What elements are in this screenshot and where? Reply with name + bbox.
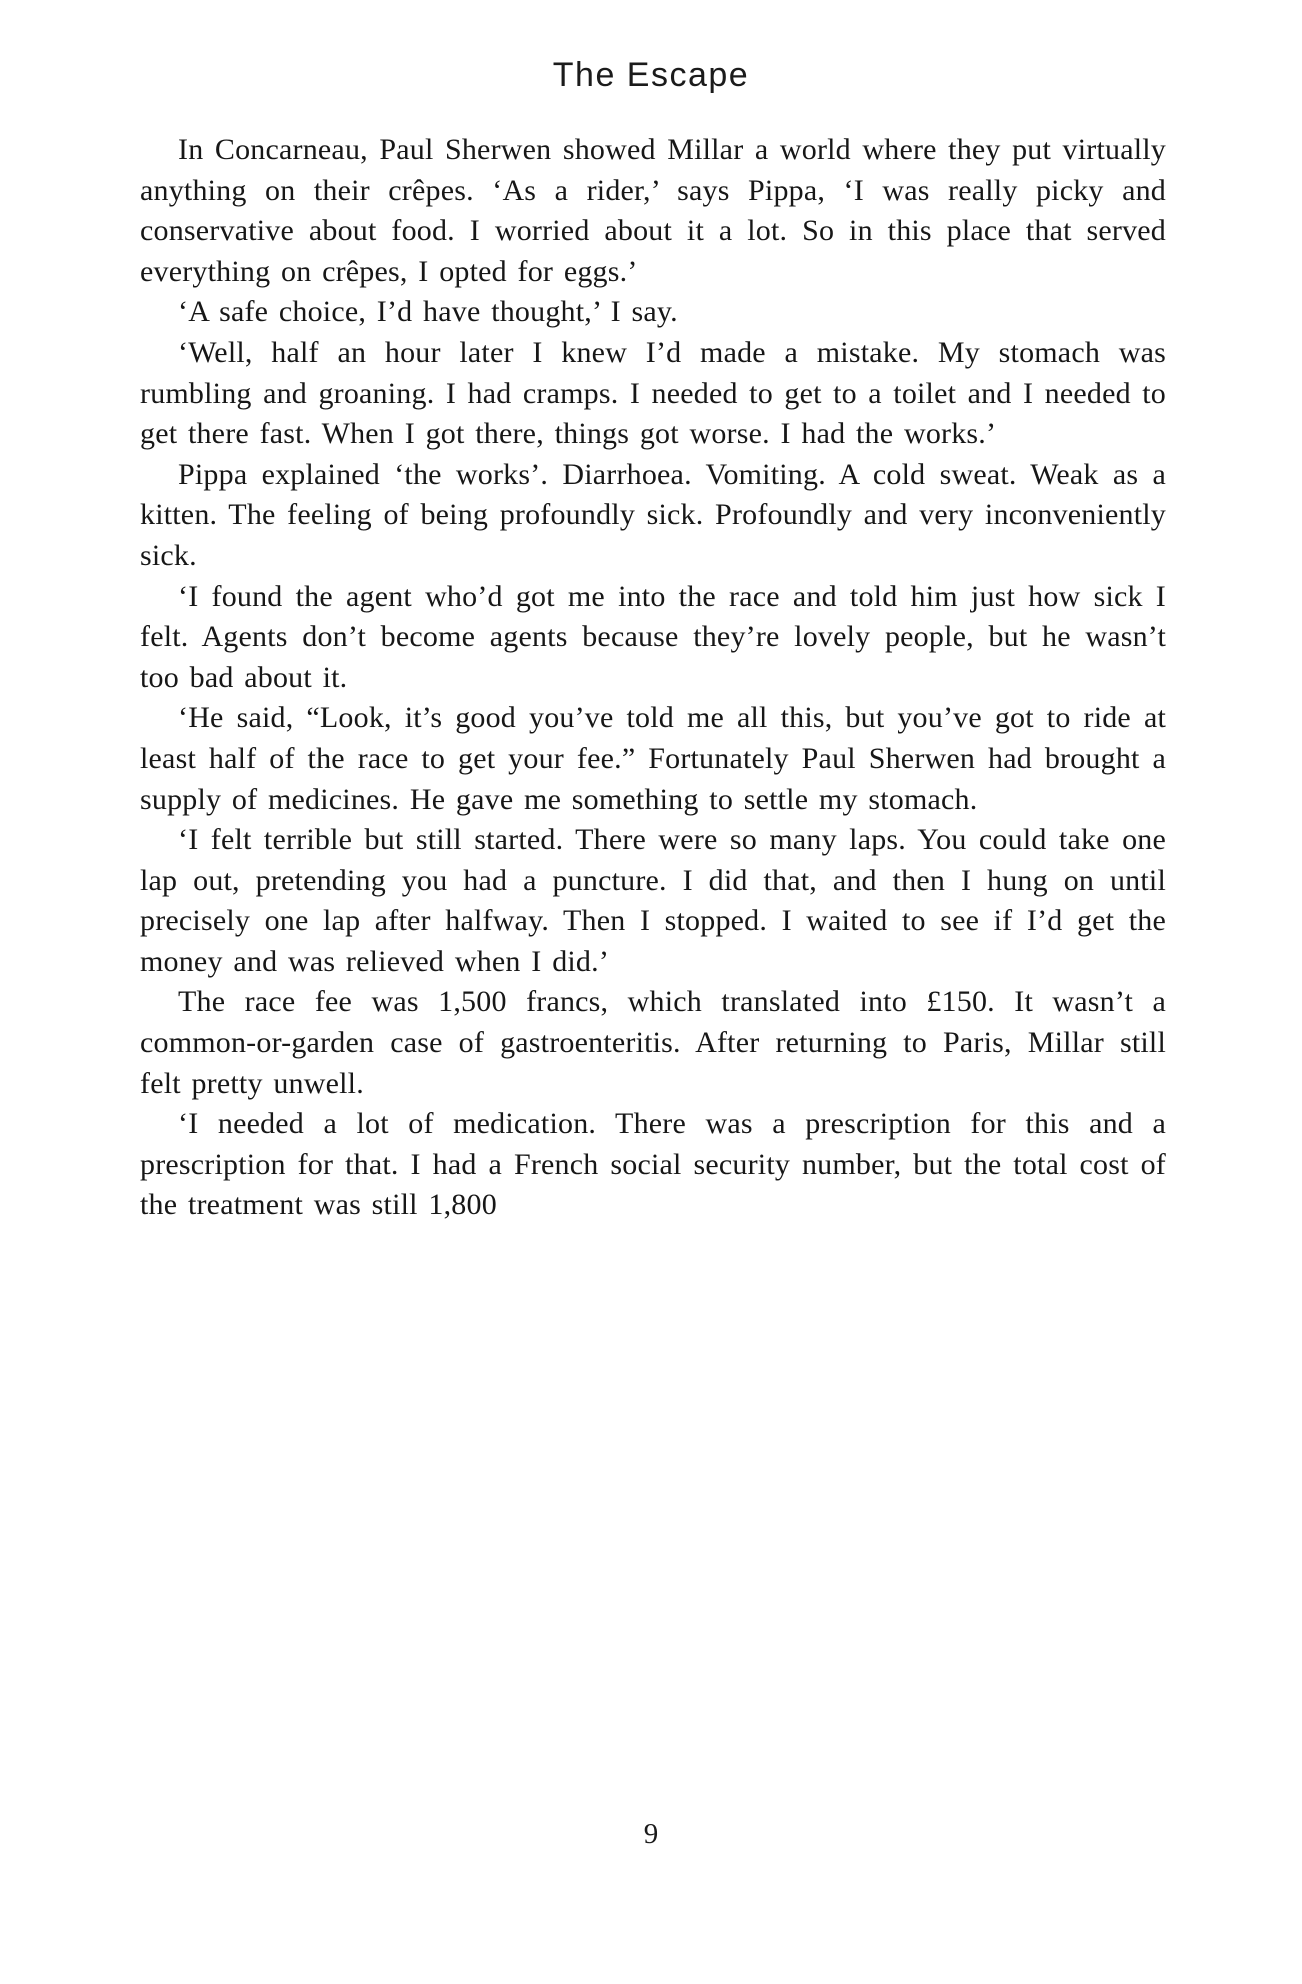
paragraph: ‘A safe choice, I’d have thought,’ I say. [178, 295, 678, 329]
paragraph: In Concarneau, Paul Sherwen showed Millar a world where they put virtually anything on their crêpes. ‘As a rider,’ says Pippa, ‘I was really picky and conservative about food. I worried about it a lot. So in this place that served everything on crêpes, I opted for eggs.’ [140, 133, 1166, 288]
paragraph: ‘Well, half an hour later I knew I’d made a mistake. My stomach was rumbling and groaning. I had cramps. I needed to get to a toilet and I needed to get there fast. When I got there, things got worse. I had the works.’ [140, 335, 1166, 451]
body-text [140, 130, 1166, 1226]
paragraph: ‘He said, “Look, it’s good you’ve told me all this, but you’ve got to ride at least half of the race to get your fee.” Fortunately Paul Sherwen had brought a supply of medicines. He gave me something to settle my stomach. [140, 701, 1166, 816]
paragraph: The race fee was 1,500 francs, which translated into £150. It wasn’t a common-or-garden case of gastroenteritis. After returning to Paris, Millar still felt pretty unwell. [140, 985, 1166, 1100]
paragraph: Pippa explained ‘the works’. Diarrhoea. Vomiting. A cold sweat. Weak as a kitten. The feeling of being profoundly sick. Profoundly and very inconveniently sick. [140, 457, 1166, 572]
page-number: 9 [643, 1818, 659, 1850]
chapter-title: The Escape [552, 56, 750, 94]
paragraph: ‘I found the agent who’d got me into the race and told him just how sick I felt. Agents don’t become agents because they’re lovely people, but he wasn’t too bad about it. [140, 579, 1166, 694]
paragraph: ‘I needed a lot of medication. There was a prescription for this and a prescription for that. I had a French social security number, but the total cost of the treatment was still 1,800 [140, 1107, 1166, 1222]
paragraph: ‘I felt terrible but still started. There were so many laps. You could take one lap out, pretending you had a puncture. I did that, and then I hung on until precisely one lap after halfway. Then I stopped. I waited to see if I’d get the money and was relieved when I did.’ [140, 823, 1166, 978]
